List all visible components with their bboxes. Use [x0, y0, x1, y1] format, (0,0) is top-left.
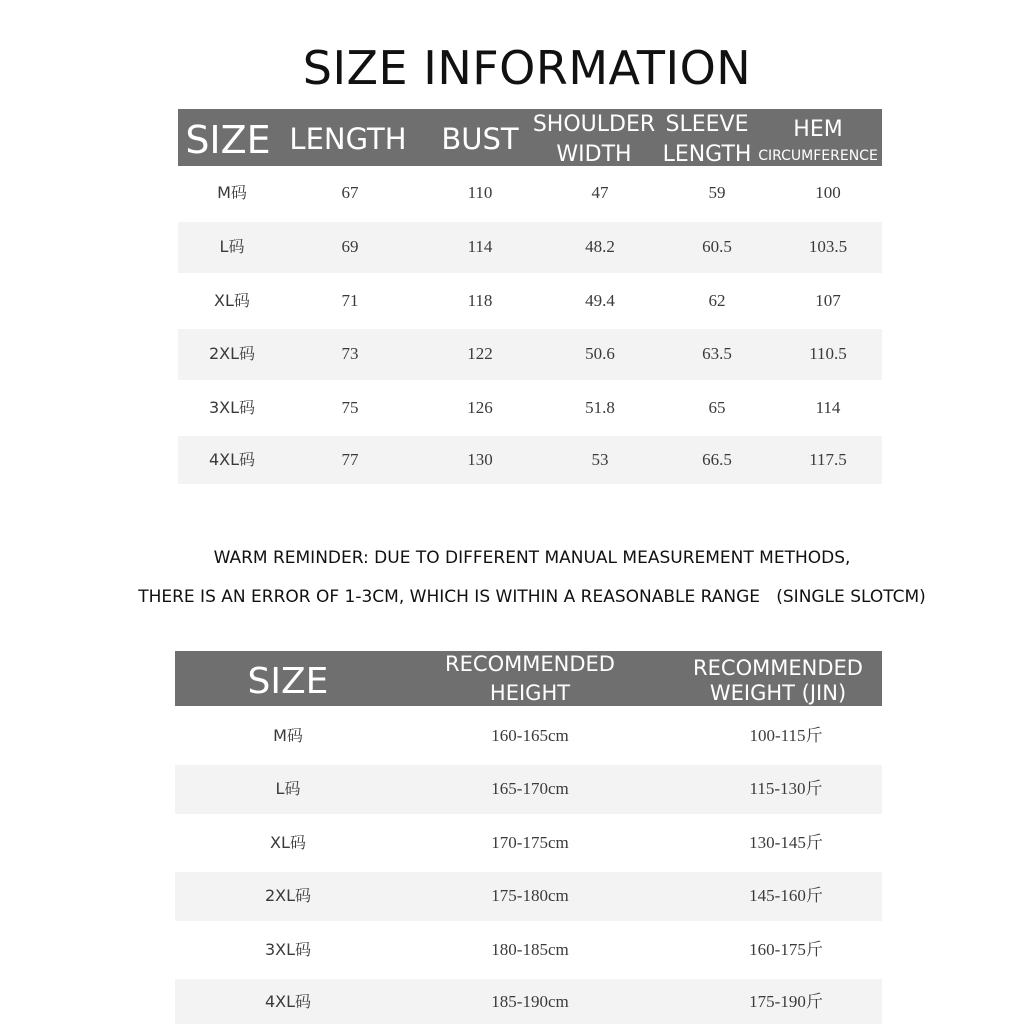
cell-height: 180-185cm — [491, 940, 569, 959]
table-row — [178, 382, 882, 434]
cell-sleeve: 60.5 — [702, 237, 732, 256]
cell-height: 170-175cm — [491, 833, 569, 852]
cell-size: 4XL码 — [208, 450, 256, 469]
header-hem-line2: CIRCUMFERENCE — [758, 148, 878, 164]
cell-length: 77 — [341, 450, 359, 469]
warm-reminder-line2: THERE IS AN ERROR OF 1-3CM, WHICH IS WITHIN A REASONABLE RANGE (SINGLE SLOTCM) — [138, 587, 926, 607]
table-row — [178, 167, 882, 219]
cell-shoulder: 48.2 — [585, 237, 615, 256]
cell-hem: 103.5 — [808, 237, 848, 256]
cell-length: 69 — [341, 237, 359, 256]
table-row — [178, 329, 882, 380]
table-row — [175, 710, 882, 762]
cell-shoulder: 51.8 — [585, 398, 615, 417]
cell-shoulder: 49.4 — [585, 291, 615, 310]
table-row — [178, 436, 882, 484]
cell-bust: 114 — [467, 237, 493, 256]
table-row — [178, 222, 882, 273]
cell-size: M码 — [217, 183, 247, 202]
cell-size: L码 — [219, 237, 245, 256]
cell-sleeve: 62 — [708, 291, 726, 310]
cell-sleeve: 65 — [708, 398, 726, 417]
header-rec-weight-line1: RECOMMENDED — [693, 656, 863, 680]
cell-size: 4XL码 — [264, 992, 312, 1011]
cell-bust: 118 — [467, 291, 493, 310]
header-size: SIZE — [185, 118, 271, 162]
cell-hem: 100 — [815, 183, 841, 202]
table-row — [178, 275, 882, 327]
cell-shoulder: 53 — [591, 450, 609, 469]
cell-sleeve: 59 — [708, 183, 726, 202]
cell-height: 185-190cm — [491, 992, 569, 1011]
header-bust: BUST — [441, 122, 519, 156]
cell-weight: 115-130斤 — [749, 779, 823, 798]
cell-size: M码 — [273, 726, 303, 745]
cell-size: 3XL码 — [208, 398, 256, 417]
table-row — [175, 817, 882, 869]
table-row — [175, 924, 882, 976]
cell-shoulder: 50.6 — [585, 344, 615, 363]
cell-length: 75 — [341, 398, 359, 417]
cell-hem: 110.5 — [809, 344, 847, 363]
cell-weight: 175-190斤 — [749, 992, 823, 1011]
cell-hem: 117.5 — [809, 450, 847, 469]
cell-shoulder: 47 — [591, 183, 609, 202]
header-rec-height-line2: HEIGHT — [489, 681, 571, 705]
cell-hem: 114 — [815, 398, 841, 417]
cell-sleeve: 66.5 — [702, 450, 732, 469]
cell-height: 160-165cm — [491, 726, 569, 745]
cell-hem: 107 — [815, 291, 841, 310]
table-row — [175, 979, 882, 1024]
cell-size: 3XL码 — [264, 940, 312, 959]
cell-length: 71 — [341, 291, 359, 310]
cell-bust: 122 — [467, 344, 493, 363]
header-rec-size: SIZE — [247, 661, 329, 702]
cell-length: 73 — [341, 344, 359, 363]
cell-bust: 126 — [467, 398, 493, 417]
table-row — [175, 872, 882, 921]
warm-reminder-line1: WARM REMINDER: DUE TO DIFFERENT MANUAL MEASUREMENT METHODS, — [213, 548, 851, 568]
header-shoulder-width-line1: SHOULDER — [532, 112, 656, 137]
header-rec-height-line1: RECOMMENDED — [445, 652, 615, 676]
cell-height: 175-180cm — [491, 886, 569, 905]
cell-weight: 145-160斤 — [749, 886, 823, 905]
cell-height: 165-170cm — [491, 779, 569, 798]
header-sleeve-length-line1: SLEEVE — [665, 112, 749, 137]
cell-sleeve: 63.5 — [702, 344, 732, 363]
cell-weight: 100-115斤 — [749, 726, 823, 745]
cell-size: XL码 — [270, 833, 306, 852]
header-rec-weight-line2: WEIGHT (JIN) — [709, 681, 847, 705]
cell-size: 2XL码 — [264, 886, 312, 905]
cell-size: XL码 — [214, 291, 250, 310]
cell-weight: 160-175斤 — [749, 940, 823, 959]
header-length: LENGTH — [289, 122, 407, 156]
cell-length: 67 — [341, 183, 359, 202]
header-hem-line1: HEM — [793, 117, 843, 142]
cell-bust: 110 — [467, 183, 493, 202]
page-title: SIZE INFORMATION — [302, 41, 752, 95]
header-shoulder-width-line2: WIDTH — [556, 142, 632, 167]
cell-size: L码 — [275, 779, 301, 798]
header-sleeve-length-line2: LENGTH — [662, 142, 752, 167]
cell-weight: 130-145斤 — [749, 833, 823, 852]
cell-size: 2XL码 — [208, 344, 256, 363]
cell-bust: 130 — [467, 450, 493, 469]
table-row — [175, 765, 882, 814]
